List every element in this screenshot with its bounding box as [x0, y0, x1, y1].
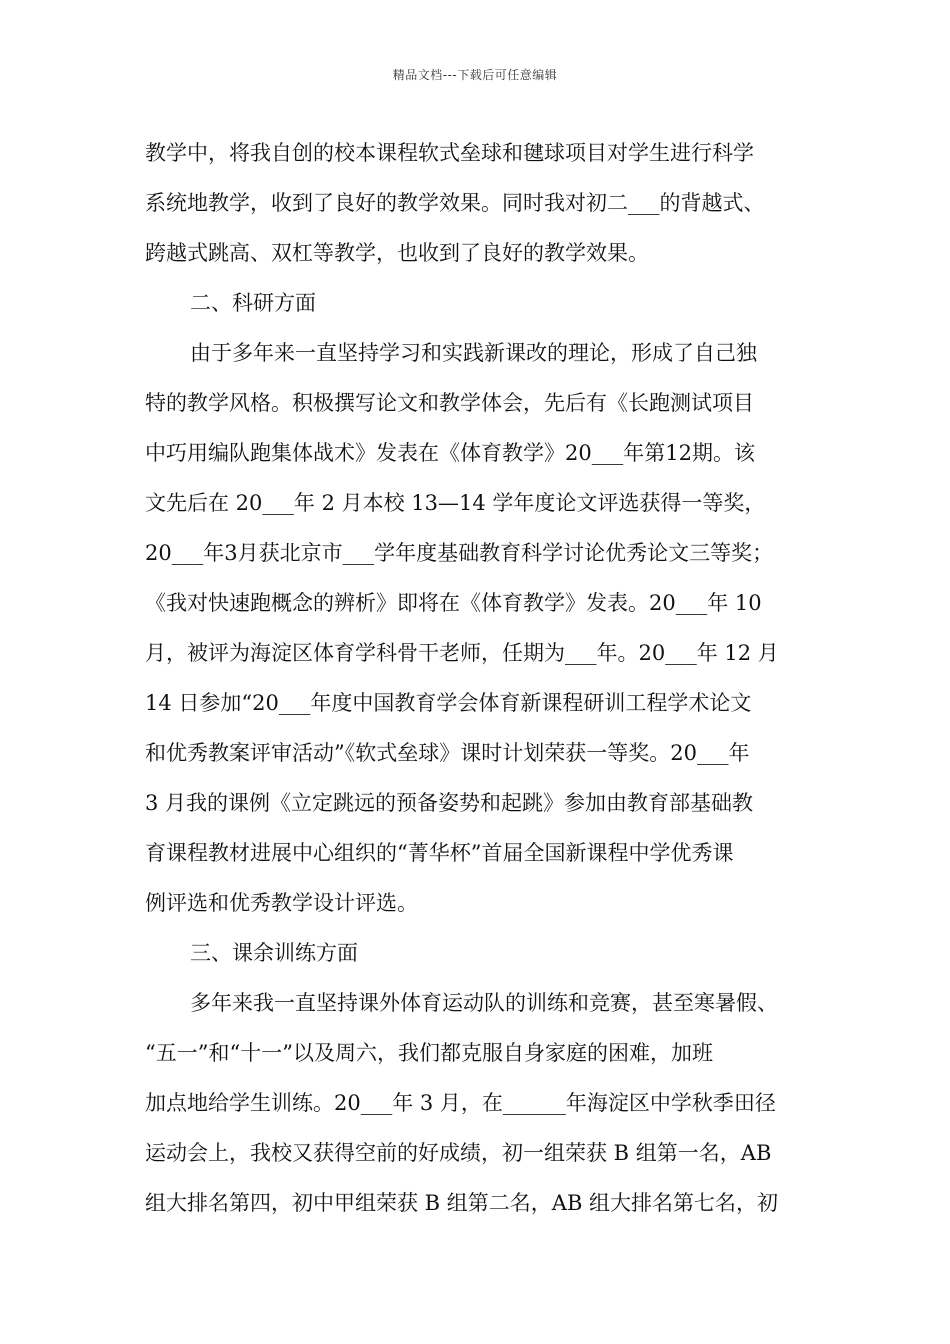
text-line: 20___年3月获北京市___学年度基础教育科学讨论优秀论文三等奖； — [145, 541, 774, 565]
text-line: 二、科研方面 — [190, 291, 316, 315]
text-line: 《我对快速跑概念的辨析》即将在《体育教学》发表。20___年 10 — [145, 591, 762, 615]
text-line: 组大排名第四，初中甲组荣获 B 组第二名，AB 组大排名第七名，初 — [145, 1191, 779, 1215]
text-line: 育课程教材进展中心组织的“菁华杯”首届全国新课程中学优秀课 — [145, 841, 734, 865]
text-line: 和优秀教案评审活动”《软式垒球》课时计划荣获一等奖。20___年 — [145, 741, 750, 765]
text-line: 教学中，将我自创的校本课程软式垒球和毽球项目对学生进行科学 — [145, 141, 754, 165]
text-line: 系统地教学，收到了良好的教学效果。同时我对初二___的背越式、 — [145, 191, 765, 215]
text-line: 14 日参加“20___年度中国教育学会体育新课程研训工程学术论文 — [145, 691, 752, 715]
document-body — [145, 128, 810, 1228]
text-line: 特的教学风格。积极撰写论文和教学体会，先后有《长跑测试项目 — [145, 391, 754, 415]
text-line: 例评选和优秀教学设计评选。 — [145, 891, 418, 915]
text-line: 运动会上，我校又获得空前的好成绩，初一组荣获 B 组第一名，AB — [145, 1141, 772, 1165]
page-header: 精品文档---下载后可任意编辑 — [392, 68, 558, 82]
text-line: 由于多年来一直坚持学习和实践新课改的理论，形成了自己独 — [190, 341, 757, 365]
text-line: “五一”和“十一”以及周六，我们都克服自身家庭的困难，加班 — [145, 1041, 713, 1065]
text-line: 跨越式跳高、双杠等教学，也收到了良好的教学效果。 — [145, 241, 649, 265]
text-line: 三、课余训练方面 — [190, 941, 358, 965]
text-line: 多年来我一直坚持课外体育运动队的训练和竞赛，甚至寒暑假、 — [190, 991, 778, 1015]
text-line: 月，被评为海淀区体育学科骨干老师，任期为___年。20___年 12 月 — [145, 641, 779, 665]
text-line: 文先后在 20___年 2 月本校 13—14 学年度论文评选获得一等奖， — [145, 491, 766, 515]
text-line: 加点地给学生训练。20___年 3 月，在______年海淀区中学秋季田径 — [145, 1091, 776, 1115]
text-line: 3 月我的课例《立定跳远的预备姿势和起跳》参加由教育部基础教 — [145, 791, 754, 815]
text-line: 中巧用编队跑集体战术》发表在《体育教学》20___年第12期。该 — [145, 441, 755, 465]
